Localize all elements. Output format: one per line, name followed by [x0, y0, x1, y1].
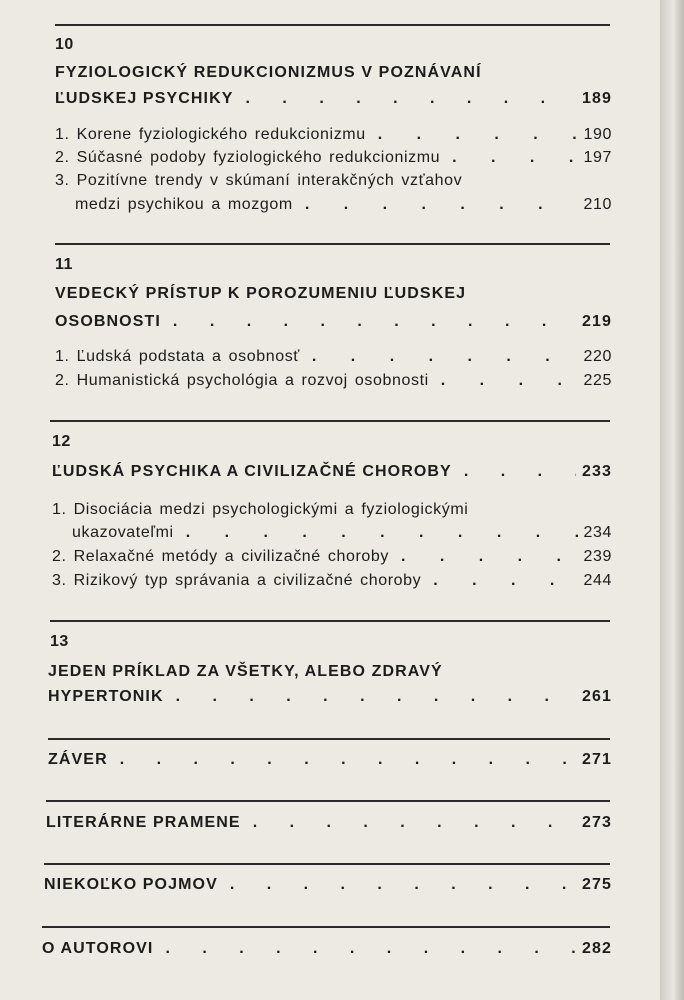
toc-entry[interactable]: 1. Korene fyziologického redukcionizmu . . . 190: [55, 126, 612, 148]
page-number: 282: [582, 940, 612, 957]
toc-entry-line: 1. Disociácia medzi psychologickými a fyziologickými: [52, 501, 469, 518]
page-number: 189: [582, 90, 612, 107]
page-number: 210: [583, 196, 612, 213]
chapter-divider: [55, 243, 610, 245]
chapter-title: VEDECKÝ PRÍSTUP K POROZUMENIU ĽUDSKEJ: [55, 285, 467, 302]
toc-entry[interactable]: ukazovateľmi . . . 234: [52, 524, 612, 546]
page-number: 244: [583, 572, 612, 589]
chapter-number: 13: [50, 633, 69, 650]
toc-entry[interactable]: ĽUDSKÁ PSYCHIKA A CIVILIZAČNÉ CHOROBY . . . 233: [52, 463, 612, 485]
chapter-number: 11: [55, 256, 73, 273]
chapter-title: FYZIOLOGICKÝ REDUKCIONIZMUS V POZNÁVANÍ: [55, 64, 482, 81]
toc-entry[interactable]: 2. Humanistická psychológia a rozvoj osobnosti . . . 225: [55, 372, 612, 394]
page-number: 273: [582, 814, 612, 831]
section-divider: [42, 926, 610, 928]
page-number: 239: [583, 548, 612, 565]
toc-entry[interactable]: NIEKOĽKO POJMOV . . . 275: [44, 876, 612, 898]
page-number: 219: [582, 313, 612, 330]
page-number: 190: [583, 126, 612, 143]
toc-entry[interactable]: 2. Relaxačné metódy a civilizačné choroby . . . 239: [52, 548, 612, 570]
toc-entry[interactable]: 1. Ľudská podstata a osobnosť . . . 220: [55, 348, 612, 370]
chapter-number: 10: [55, 36, 74, 53]
page-number: 225: [583, 372, 612, 389]
toc-entry[interactable]: ZÁVER . . . 271: [48, 751, 612, 773]
toc-entry-line: 3. Pozitívne trendy v skúmaní interakčných vzťahov: [55, 172, 463, 189]
toc-entry[interactable]: O AUTOROVI . . . 282: [42, 940, 612, 962]
toc-entry[interactable]: ĽUDSKEJ PSYCHIKY . . . 189: [55, 90, 612, 112]
book-gutter: [660, 0, 684, 1000]
toc-entry[interactable]: OSOBNOSTI . . . 219: [55, 313, 612, 335]
toc-entry[interactable]: LITERÁRNE PRAMENE . . . 273: [46, 814, 612, 836]
page-number: 197: [583, 149, 612, 166]
chapter-divider: [55, 24, 610, 26]
toc-entry[interactable]: 3. Rizikový typ správania a civilizačné choroby . . . 244: [52, 572, 612, 594]
chapter-divider: [50, 620, 610, 622]
page-number: 234: [583, 524, 612, 541]
section-divider: [44, 863, 610, 865]
page-number: 271: [582, 751, 612, 768]
toc-entry[interactable]: HYPERTONIK . . . 261: [48, 688, 612, 710]
page-number: 233: [582, 463, 612, 480]
section-divider: [48, 738, 610, 740]
chapter-divider: [50, 420, 610, 422]
page-number: 261: [582, 688, 612, 705]
page-number: 275: [582, 876, 612, 893]
section-divider: [46, 800, 610, 802]
page-number: 220: [583, 348, 612, 365]
chapter-number: 12: [52, 433, 71, 450]
chapter-title: JEDEN PRÍKLAD ZA VŠETKY, ALEBO ZDRAVÝ: [48, 663, 443, 680]
toc-entry[interactable]: medzi psychikou a mozgom . . . 210: [55, 196, 612, 218]
toc-entry[interactable]: 2. Súčasné podoby fyziologického redukcionizmu . . . 197: [55, 149, 612, 171]
